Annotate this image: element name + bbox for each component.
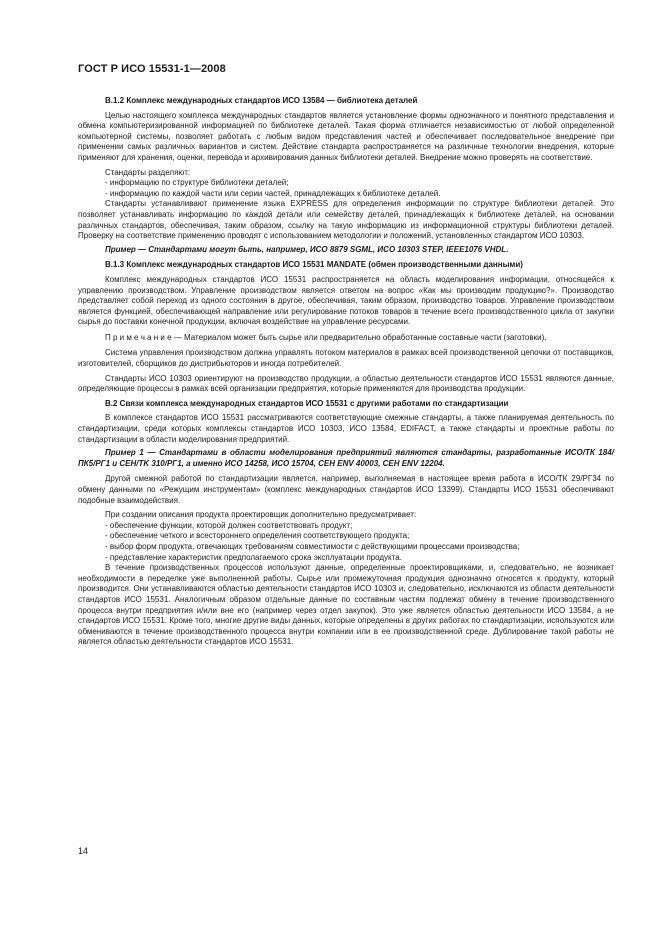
list-item: - обеспечение четкого и всестороннего определения соответствующего продукта;: [105, 531, 410, 541]
paragraph: Другой смежной работой по стандартизации является, например, выполняемая в настоящее время работа в ИСО/ТК 29/РГ34 по обмену данными по «Режущим инструментам» (комплекс международных стандартов ИСО 13399). Стандарты ИСО 15531 обеспечивают подобные взаимодействия.: [78, 474, 614, 505]
paragraph: Система управления производством должна управлять потоком материалов в рамках всей производственной цепочки от поставщиков, изготовителей, сборщиков до дистрибьюторов и иногда потребителей.: [78, 348, 614, 369]
paragraph: В комплексе стандартов ИСО 15531 рассматриваются соответствующие смежные стандарты, а также планируемая деятельность по стандартизации, среди которых комплексы стандартов ИСО 10303, ИСО 13584, EDIFACT, а также стандарты и проектные работы по стандартизации в области моделирования предприятий.: [78, 413, 614, 444]
list-item: - обеспечение функции, которой должен соответствовать продукт;: [105, 520, 353, 530]
section-b13-title: В.1.3 Комплекс международных стандартов ИСО 15531 MANDATE (обмен производственными данными): [105, 260, 523, 270]
example: Пример — Стандартами могут быть, например, ИСО 8879 SGML, ИСО 10303 STEP, IEEE1076 VHDL.: [105, 244, 509, 254]
list-item: - представление характеристик предполагаемого срока эксплуатации продукта.: [105, 552, 402, 562]
paragraph: Стандарты разделяют:: [105, 167, 191, 177]
paragraph: В течение производственных процессов используют данные, определенные проектировщиками, и, следовательно, не возникает необходимости в переделке уже выполненной работы. Сырье или промежуточная продукция однозначно относятся к продукту, который производится. Они устанавливаются областью деятельности стандартов ИСО 10303 и, следовательно, исключаются из области деятельности стандартов ИСО 15531. Аналогичным образом отдельные данные по составным частям подлежат обмену в течение производственного процесса внутри предприятия и/или вне его (например через отдел закупок). Это уже является областью деятельности ИСО 13584, а не стандартов ИСО 15531. Кроме того, многие другие виды данных, которые определены в других работах по стандартизации, используются или обмениваются в течение производственного процесса внутри компании или в ее производственной среде. Дублирование такой работы не является областью деятельности стандартов ИСО 15531.: [78, 563, 614, 647]
document-body: [78, 96, 614, 648]
section-b2-title: В.2 Связи комплекса международных стандартов ИСО 15531 с другими работами по стандартизации: [105, 398, 509, 408]
list-item: - выбор форм продукта, отвечающих требованиям совместимости с действующими процессами производства;: [105, 541, 520, 551]
example: Пример 1 — Стандартами в области моделирования предприятий являются стандарты, разработанные ИСО/ТК 184/ПК5/РГ1 и CEH/TK 310/РГ1, а именно ИСО 14258, ИСО 15704, CEH ENV 40003, CEH ENV 12204.: [78, 448, 614, 468]
paragraph: Стандарты устанавливают применение языка EXPRESS для определения информации по структуре библиотеки деталей. Это позволяет устанавливать информацию по каждой детали или семейству деталей, принадлежащих к библиотеке деталей, на основании различных стандартов, обеспечивая, таким образом, ссылку на такую информацию из информационной структуры библиотеки деталей. Проверку на соответствие применению проводят с использованием методологии и положений, установленных стандартом ИСО 10303.: [78, 199, 614, 241]
document-header: ГОСТ Р ИСО 15531-1—2008: [78, 63, 226, 75]
list-item: - информацию по каждой части или серии частей, принадлежащих к библиотеке деталей.: [105, 188, 441, 198]
list-item: - информацию по структуре библиотеки деталей;: [105, 178, 289, 188]
paragraph: Целью настоящего комплекса международных стандартов является установление формы однозначного и понятного представления и обмена компьютеризированной информацией по библиотеке деталей. Такая форма отличается независимостью от любой определенной компьютерной системы, позволяет работать с любым видом представления частей и обеспечивает последовательное внедрение при применении самых различных вариантов и систем. Действие стандарта распространяется на различные технологии внедрения, которые применяют для хранения, оценки, перевода и архивирования данных библиотеки деталей. Внедрение можно проверять на соответствие.: [78, 110, 614, 162]
section-b12-title: В.1.2 Комплекс международных стандартов ИСО 13584 — библиотека деталей: [105, 96, 418, 105]
paragraph: При создании описания продукта проектировщик дополнительно предусматривает:: [105, 510, 417, 520]
page-number: 14: [78, 846, 89, 856]
note: П р и м е ч а н и е — Материалом может быть сырье или предварительно обработанные составные части (заготовки).: [105, 332, 547, 342]
paragraph: Стандарты ИСО 10303 ориентируют на производство продукции, а областью деятельности стандартов ИСО 15531 являются данные, определяющие процессы в рамках всей организации предприятия, которые применяются для производства продукции.: [78, 373, 614, 394]
paragraph: Комплекс международных стандартов ИСО 15531 распространяется на область моделирования информации, относящейся к управлению производством. Управление производством является ответом на вопрос «Как мы производим продукцию?». Производство представляет собой переход из одного состояния в другое, обеспечивая, таким образом, производство товаров. Управление производством является функцией, обеспечивающей направление или регулирование потоков товаров в течение всего производственного цикла от закупки сырья до поставки конечной продукции, включая воздействие на управление ресурсами.: [78, 274, 614, 327]
